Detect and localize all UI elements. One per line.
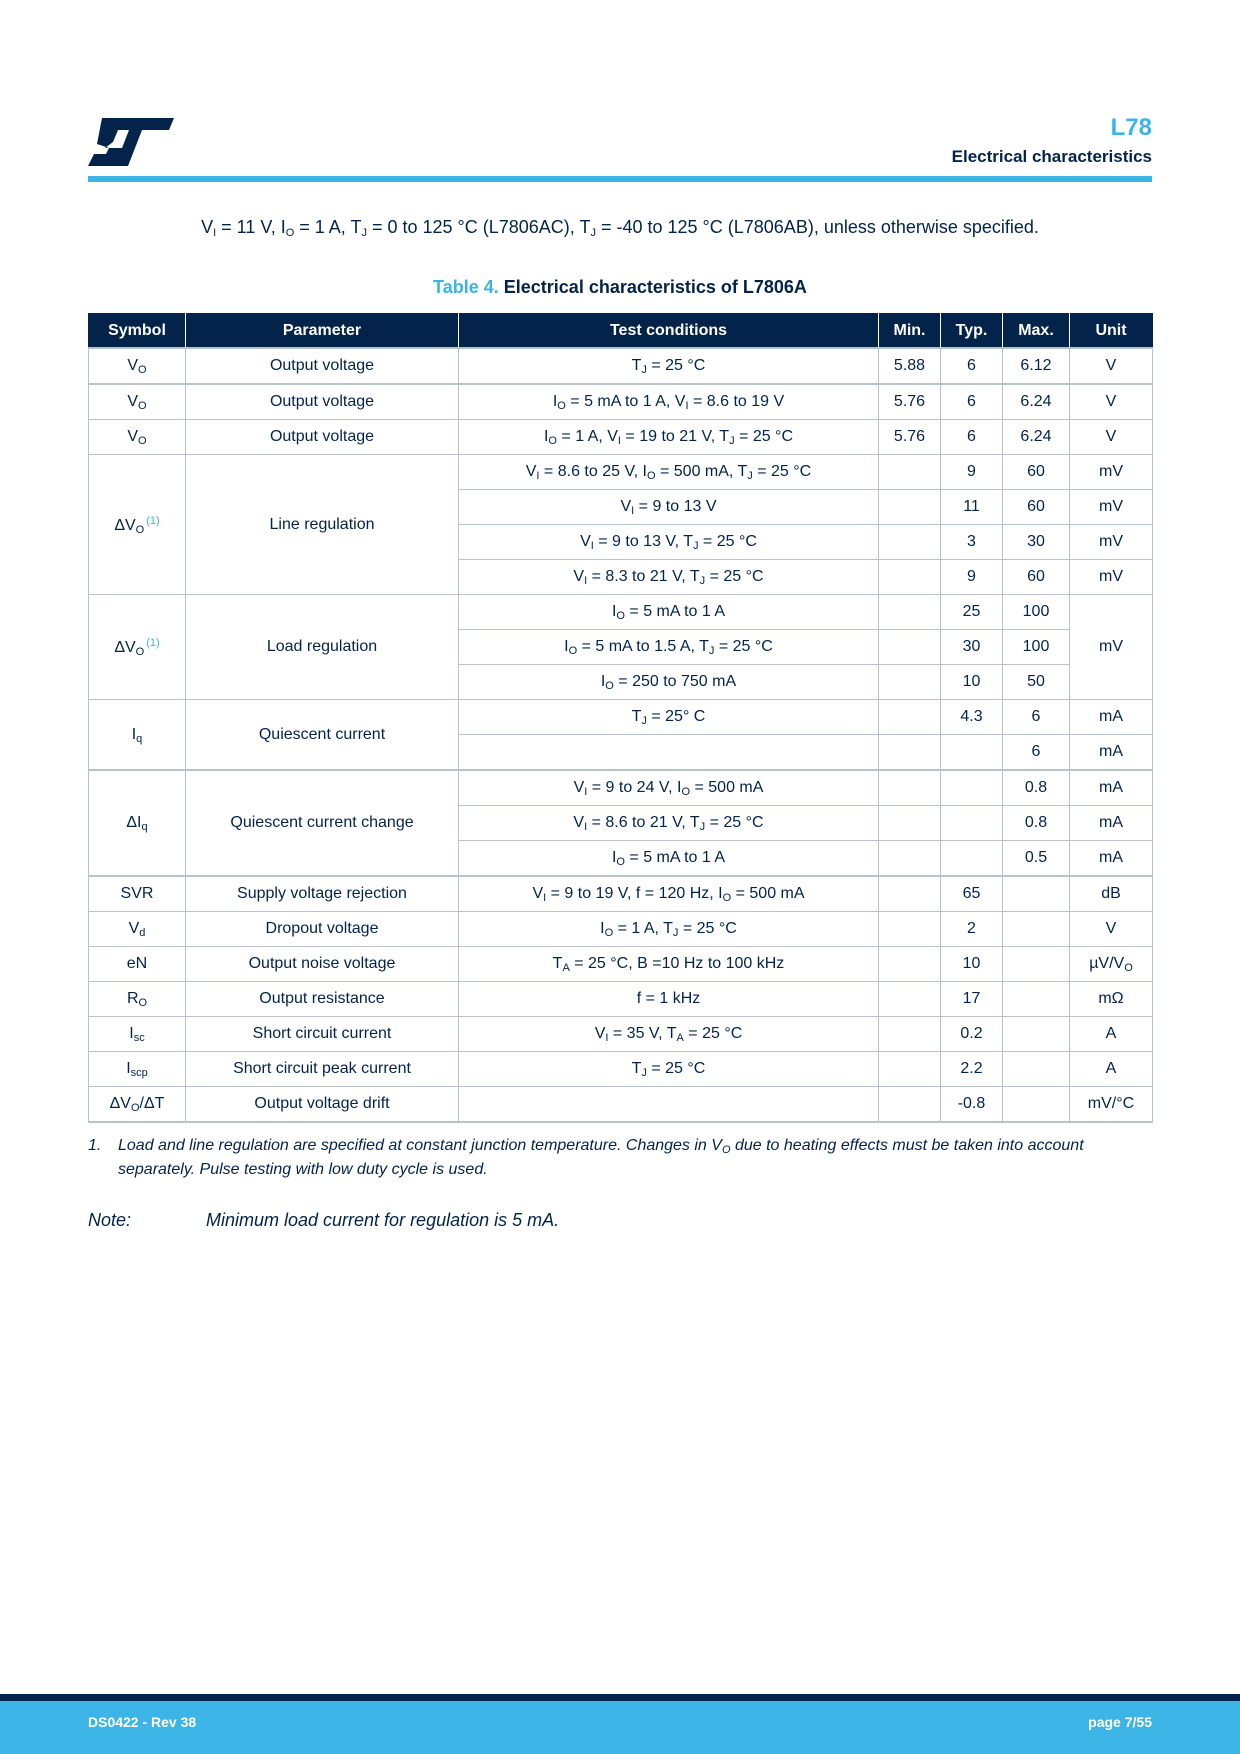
test-conditions-cell: $V_I = 35$ V, $T_A = 25$ °C — [459, 1017, 879, 1052]
footer-rule — [0, 1694, 1240, 1701]
typ-cell: 4.3 — [941, 700, 1003, 735]
max-cell: 100 — [1003, 595, 1070, 630]
test-conditions-cell: $T_J = 25^\circ$ C — [459, 700, 879, 735]
unit-cell: mA — [1070, 700, 1153, 735]
min-cell: 5.88 — [879, 348, 941, 384]
test-conditions-cell: $V_I = 9$ to 13 V — [459, 490, 879, 525]
symbol-cell: eN — [89, 947, 186, 982]
min-cell — [879, 595, 941, 630]
parameter-cell: Output voltage — [186, 348, 459, 384]
min-cell — [879, 1017, 941, 1052]
page-footer — [0, 1701, 1240, 1754]
min-cell — [879, 841, 941, 877]
symbol-cell: $I_{scp}$ — [89, 1052, 186, 1087]
min-cell — [879, 455, 941, 490]
st-logo-icon — [88, 118, 174, 166]
test-conditions-cell: $V_I = 8.6$ to 25 V, $I_O = 500$ mA, $T_J = 25$ °C — [459, 455, 879, 490]
test-conditions-cell: $I_O = 1$ A, $V_I = 19$ to 21 V, $T_J = 25$ °C — [459, 420, 879, 455]
unit-cell: mV — [1070, 455, 1153, 490]
table-number: Table 4. — [433, 277, 499, 297]
typ-cell: 2.2 — [941, 1052, 1003, 1087]
col-min: Min. — [879, 314, 941, 349]
electrical-characteristics-table — [88, 313, 1153, 1123]
test-conditions-statement: $V_I = 11$ V, $I_O = 1$ A, $T_J = 0$ to 125 °C (L7806AC), $T_J = -40$ to 125 °C (L7806AB), unless otherwise specified. — [201, 217, 1039, 239]
table-row — [89, 348, 1153, 384]
min-cell — [879, 560, 941, 595]
max-cell — [1003, 912, 1070, 947]
typ-cell: 17 — [941, 982, 1003, 1017]
min-cell — [879, 630, 941, 665]
header-rule — [88, 176, 1152, 182]
unit-cell: V — [1070, 384, 1153, 420]
table-row — [89, 455, 1153, 490]
min-cell — [879, 735, 941, 771]
min-cell — [879, 1052, 941, 1087]
max-cell: 100 — [1003, 630, 1070, 665]
max-cell: 0.8 — [1003, 806, 1070, 841]
max-cell — [1003, 1087, 1070, 1123]
min-cell — [879, 912, 941, 947]
min-cell — [879, 770, 941, 806]
test-conditions-cell: $V_I = 9$ to 24 V, $I_O = 500$ mA — [459, 770, 879, 806]
typ-cell: 25 — [941, 595, 1003, 630]
table-row — [89, 947, 1153, 982]
test-conditions-cell: $T_A = 25$ °C, B =10 Hz to 100 kHz — [459, 947, 879, 982]
test-conditions-cell: $I_O = 1$ A, $T_J = 25$ °C — [459, 912, 879, 947]
typ-cell: 30 — [941, 630, 1003, 665]
min-cell — [879, 700, 941, 735]
note — [88, 1207, 559, 1233]
max-cell: 60 — [1003, 560, 1070, 595]
test-conditions-cell: $V_I = 8.3$ to 21 V, $T_J = 25$ °C — [459, 560, 879, 595]
unit-cell: mV — [1070, 525, 1153, 560]
parameter-cell: Output resistance — [186, 982, 459, 1017]
symbol-cell: SVR — [89, 876, 186, 912]
test-conditions-cell: $V_I = 9$ to 19 V, f = 120 Hz, $I_O = 500$ mA — [459, 876, 879, 912]
page-header — [952, 112, 1152, 168]
parameter-cell: Load regulation — [186, 595, 459, 700]
test-conditions-cell: $I_O = 5$ mA to 1 A, $V_I = 8.6$ to 19 V — [459, 384, 879, 420]
col-max: Max. — [1003, 314, 1070, 349]
parameter-cell: Quiescent current — [186, 700, 459, 771]
table-row — [89, 912, 1153, 947]
table-row — [89, 384, 1153, 420]
max-cell — [1003, 876, 1070, 912]
symbol-cell: $V_O$ — [89, 348, 186, 384]
min-cell — [879, 490, 941, 525]
min-cell — [879, 947, 941, 982]
parameter-cell: Output noise voltage — [186, 947, 459, 982]
col-test-conditions: Test conditions — [459, 314, 879, 349]
unit-cell: mV/°C — [1070, 1087, 1153, 1123]
max-cell: 50 — [1003, 665, 1070, 700]
test-conditions-cell: f = 1 kHz — [459, 982, 879, 1017]
min-cell — [879, 525, 941, 560]
symbol-cell: $\Delta I_q$ — [89, 770, 186, 876]
min-cell — [879, 665, 941, 700]
table-footnote — [88, 1134, 1152, 1182]
typ-cell: 10 — [941, 665, 1003, 700]
typ-cell: 10 — [941, 947, 1003, 982]
test-conditions-cell: $I_O = 250$ to 750 mA — [459, 665, 879, 700]
unit-cell: A — [1070, 1017, 1153, 1052]
parameter-cell: Output voltage — [186, 420, 459, 455]
typ-cell — [941, 735, 1003, 771]
min-cell — [879, 806, 941, 841]
symbol-cell: $V_O$ — [89, 384, 186, 420]
unit-cell: V — [1070, 912, 1153, 947]
max-cell: 6 — [1003, 735, 1070, 771]
typ-cell — [941, 770, 1003, 806]
typ-cell: 6 — [941, 348, 1003, 384]
max-cell: 6.24 — [1003, 420, 1070, 455]
typ-cell: 65 — [941, 876, 1003, 912]
unit-cell: V — [1070, 348, 1153, 384]
table-row — [89, 876, 1153, 912]
test-conditions-cell: $V_I = 9$ to 13 V, $T_J = 25$ °C — [459, 525, 879, 560]
table-row — [89, 700, 1153, 735]
table-row — [89, 595, 1153, 630]
max-cell — [1003, 1017, 1070, 1052]
min-cell — [879, 1087, 941, 1123]
symbol-cell: $V_d$ — [89, 912, 186, 947]
table-title: Electrical characteristics of L7806A — [503, 277, 807, 297]
page-number: page 7/55 — [1088, 1714, 1152, 1730]
max-cell — [1003, 947, 1070, 982]
unit-cell: mA — [1070, 770, 1153, 806]
parameter-cell: Output voltage drift — [186, 1087, 459, 1123]
unit-cell: mA — [1070, 806, 1153, 841]
footnote-ref[interactable]: (1) — [146, 514, 160, 527]
test-conditions-cell: $T_J = 25$ °C — [459, 1052, 879, 1087]
symbol-cell: $\Delta V_O^{(1)}$ — [89, 455, 186, 595]
typ-cell — [941, 806, 1003, 841]
parameter-cell: Supply voltage rejection — [186, 876, 459, 912]
col-parameter: Parameter — [186, 314, 459, 349]
table-row — [89, 420, 1153, 455]
unit-cell: mV — [1070, 560, 1153, 595]
parameter-cell: Output voltage — [186, 384, 459, 420]
typ-cell: -0.8 — [941, 1087, 1003, 1123]
typ-cell: 3 — [941, 525, 1003, 560]
unit-cell: mV — [1070, 490, 1153, 525]
parameter-cell: Line regulation — [186, 455, 459, 595]
unit-cell: mA — [1070, 841, 1153, 877]
min-cell — [879, 982, 941, 1017]
typ-cell: 11 — [941, 490, 1003, 525]
typ-cell: 9 — [941, 560, 1003, 595]
test-conditions-cell: $I_O = 5$ mA to 1 A — [459, 841, 879, 877]
parameter-cell: Quiescent current change — [186, 770, 459, 876]
symbol-cell: $\Delta V_O^{(1)}$ — [89, 595, 186, 700]
col-unit: Unit — [1070, 314, 1153, 349]
symbol-cell: $I_{sc}$ — [89, 1017, 186, 1052]
max-cell: 6 — [1003, 700, 1070, 735]
test-conditions-cell: $V_I = 8.6$ to 21 V, $T_J = 25$ °C — [459, 806, 879, 841]
parameter-cell: Dropout voltage — [186, 912, 459, 947]
test-conditions-cell: $I_O = 5$ mA to 1 A — [459, 595, 879, 630]
unit-cell: $\mu V/V_O$ — [1070, 947, 1153, 982]
col-typ: Typ. — [941, 314, 1003, 349]
typ-cell: 9 — [941, 455, 1003, 490]
unit-cell: V — [1070, 420, 1153, 455]
footnote-number: 1. — [88, 1137, 102, 1154]
symbol-cell: $R_O$ — [89, 982, 186, 1017]
unit-cell: mV — [1070, 595, 1153, 700]
max-cell: 6.12 — [1003, 348, 1070, 384]
min-cell — [879, 876, 941, 912]
table-row — [89, 982, 1153, 1017]
note-label: Note: — [88, 1210, 132, 1230]
typ-cell — [941, 841, 1003, 877]
footnote-text: Load and line regulation are specified at constant junction temperature. Changes in $V_O$ due to heating effects must be taken into account separately. Pulse testing with low duty cycle is used. — [118, 1137, 1084, 1178]
footnote-ref[interactable]: (1) — [146, 637, 160, 649]
max-cell — [1003, 1052, 1070, 1087]
table-header-row — [89, 314, 1153, 349]
parameter-cell: Short circuit peak current — [186, 1052, 459, 1087]
document-revision: DS0422 - Rev 38 — [88, 1714, 197, 1730]
max-cell: 6.24 — [1003, 384, 1070, 420]
section-title: Electrical characteristics — [951, 147, 1152, 166]
max-cell: 60 — [1003, 490, 1070, 525]
unit-cell: mΩ — [1070, 982, 1153, 1017]
typ-cell: 6 — [941, 420, 1003, 455]
table-row — [89, 1087, 1153, 1123]
max-cell — [1003, 982, 1070, 1017]
table-row — [89, 1017, 1153, 1052]
table-caption — [88, 274, 1152, 300]
typ-cell: 0.2 — [941, 1017, 1003, 1052]
max-cell: 0.8 — [1003, 770, 1070, 806]
min-cell: 5.76 — [879, 420, 941, 455]
table-row — [89, 770, 1153, 806]
symbol-cell: $V_O$ — [89, 420, 186, 455]
symbol-cell: $I_q$ — [89, 700, 186, 771]
parameter-cell: Short circuit current — [186, 1017, 459, 1052]
col-symbol: Symbol — [89, 314, 186, 349]
min-cell: 5.76 — [879, 384, 941, 420]
max-cell: 0.5 — [1003, 841, 1070, 877]
symbol-cell: $\Delta V_O/\Delta T$ — [89, 1087, 186, 1123]
typ-cell: 6 — [941, 384, 1003, 420]
product-name: L78 — [1110, 114, 1152, 141]
note-text: Minimum load current for regulation is 5 mA. — [206, 1210, 560, 1230]
test-conditions-cell — [459, 1087, 879, 1123]
table-row — [89, 1052, 1153, 1087]
max-cell: 30 — [1003, 525, 1070, 560]
max-cell: 60 — [1003, 455, 1070, 490]
test-conditions-cell: $T_J = 25$ °C — [459, 348, 879, 384]
typ-cell: 2 — [941, 912, 1003, 947]
test-conditions-cell: $I_O = 5$ mA to 1.5 A, $T_J = 25$ °C — [459, 630, 879, 665]
unit-cell: mA — [1070, 735, 1153, 771]
unit-cell: A — [1070, 1052, 1153, 1087]
test-conditions-cell — [459, 735, 879, 771]
unit-cell: dB — [1070, 876, 1153, 912]
